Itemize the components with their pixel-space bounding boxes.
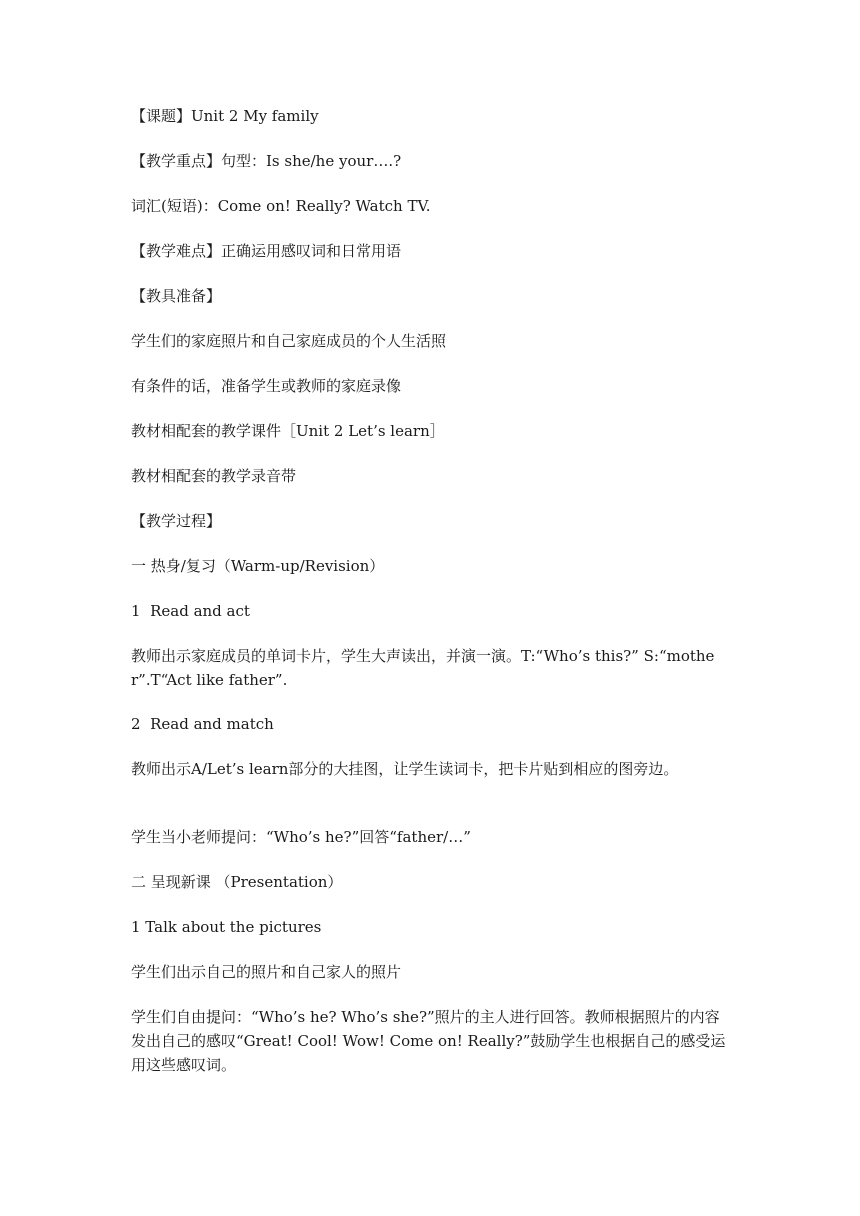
- step-description: 教师出示A/Let’s learn部分的大挂图，让学生读词卡，把卡片贴到相应的图旁边。: [131, 760, 679, 778]
- step-heading: 1 Talk about the pictures: [131, 918, 322, 936]
- lesson-title: 【课题】Unit 2 My family: [131, 107, 319, 125]
- section-heading: 一 热身/复习（Warm-up/Revision）: [131, 557, 385, 575]
- section-heading: 二 呈现新课 （Presentation）: [131, 873, 343, 891]
- teaching-difficulty: 【教学难点】正确运用感叹词和日常用语: [131, 242, 402, 260]
- teaching-aids-heading: 【教具准备】: [131, 287, 222, 305]
- step-description: 教师出示家庭成员的单词卡片，学生大声读出，并演一演。T:“Who’s this?” S:“mother”.T“Act like father”.: [131, 647, 715, 689]
- teaching-aid-item: 教材相配套的教学录音带: [131, 467, 297, 485]
- step-description: 学生们出示自己的照片和自己家人的照片: [131, 963, 402, 981]
- teaching-focus: 【教学重点】句型：Is she/he your….?: [131, 152, 402, 170]
- step-description: 学生们自由提问：“Who’s he? Who’s she?”照片的主人进行回答。教师根据照片的内容发出自己的感叹“Great! Cool! Wow! Come on! Really?”鼓励学生也根据自己的感受运用这些感叹词。: [131, 1008, 726, 1074]
- teaching-aid-item: 有条件的话，准备学生或教师的家庭录像: [131, 377, 402, 395]
- step-heading: 1 Read and act: [131, 602, 250, 620]
- teaching-aid-item: 学生们的家庭照片和自己家庭成员的个人生活照: [131, 332, 447, 350]
- step-description: 学生当小老师提问：“Who’s he?”回答“father/…”: [131, 828, 471, 846]
- teaching-aid-item: 教材相配套的教学课件［Unit 2 Let’s learn］: [131, 422, 445, 440]
- step-heading: 2 Read and match: [131, 715, 274, 733]
- teaching-process-heading: 【教学过程】: [131, 512, 222, 530]
- vocabulary-phrases: 词汇(短语)：Come on! Really? Watch TV.: [131, 197, 431, 215]
